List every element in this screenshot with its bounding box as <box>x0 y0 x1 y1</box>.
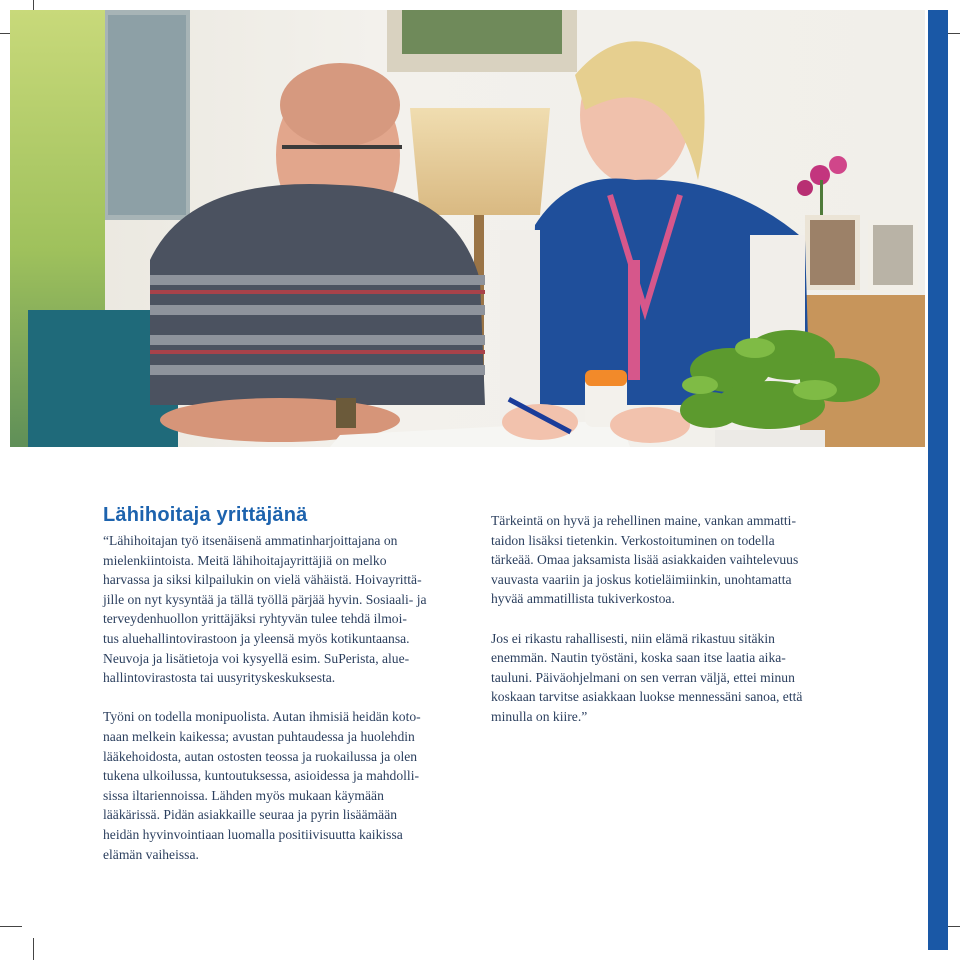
text-line: Jos ei rikastu rahallisesti, niin elämä rikastuu sitäkin <box>491 630 775 646</box>
side-color-bar <box>928 10 948 950</box>
article-title: Lähihoitaja yrittäjänä <box>103 504 308 526</box>
text-line: tus aluehallintovirastoon ja yleensä myös kotikuntaansa. <box>103 630 410 646</box>
text-line: Neuvoja ja lisätietoja voi kysyellä esim. SuPerista, alue- <box>103 650 410 666</box>
photo-illustration <box>10 10 925 447</box>
crop-mark <box>0 926 22 927</box>
plant-pot <box>715 430 825 447</box>
text-line: jille on nyt kysyntää ja tällä työllä pärjää hyvin. Sosiaali- ja <box>103 591 427 607</box>
paragraph <box>491 629 871 727</box>
text-line: heidän hyvinvointiaan luomalla positiivisuutta kaikissa <box>103 826 403 842</box>
text-line: minulla on kiire.” <box>491 708 588 724</box>
text-line: enemmän. Nautin työstäni, koska saan itse laatia aika- <box>491 650 786 666</box>
text-line: naan melkein kaikessa; avustan puhtaudessa ja huolehdin <box>103 728 415 744</box>
text-line: vauvasta vaariin ja joskus kotieläimiinkin, unohtamatta <box>491 571 792 587</box>
text-line: koskaan tarvitse asiakkaan luokse mennessäni sanoa, että <box>491 689 803 705</box>
text-line: lääkärissä. Pidän asiakkaille seuraa ja pyrin lisäämään <box>103 807 398 823</box>
text-line: sissa iltariennoissa. Lähden myös mukaan käymään <box>103 787 384 803</box>
paragraph <box>103 707 463 864</box>
text-line: tukena ulkoilussa, kuntoutuksessa, asioidessa ja mahdolli- <box>103 768 420 784</box>
lamp-shade <box>410 108 550 215</box>
woman-sleeve <box>500 230 540 420</box>
text-line: taidon lisäksi tietenkin. Verkostoituminen on todella <box>491 532 775 548</box>
paragraph <box>103 531 463 688</box>
woman-hand <box>502 404 578 440</box>
text-line: terveydenhuollon yrittäjäksi ryhtyvän tulee tehdä ilmoi- <box>103 611 407 627</box>
hero-photo <box>10 10 925 447</box>
text-line: mielenkiintoista. Meitä lähihoitajayrittäjiä on melko <box>103 552 387 568</box>
text-line: lääkehoidosta, autan ostosten teossa ja ruokailussa ja olen <box>103 748 418 764</box>
right-column <box>491 511 871 727</box>
crop-mark <box>33 938 34 960</box>
text-line: hyvää ammatillista tukiverkostoa. <box>491 591 675 607</box>
text-line: hallintovirastosta tai uusyrityskeskuksesta. <box>103 670 336 686</box>
paragraph <box>491 511 871 609</box>
text-line: elämän vaiheissa. <box>103 846 199 862</box>
text-line: “Lähihoitajan työ itsenäisenä ammatinharjoittajana on <box>103 533 398 548</box>
text-line: Työni on todella monipuolista. Autan ihmisiä heidän koto- <box>103 709 421 725</box>
glasses <box>282 145 402 149</box>
text-line: tärkeää. Omaa jaksamista lisää asiakkaiden vaihtelevuus <box>491 552 799 568</box>
text-line: Tärkeintä on hyvä ja rehellinen maine, vankan ammatti- <box>491 513 796 528</box>
text-line: harvassa ja siksi kilpailukin on vielä vähäistä. Hoivayrittä- <box>103 572 422 588</box>
text-line: tauluni. Päiväohjelmani on sen verran väljä, ettei minun <box>491 669 795 685</box>
watch <box>336 398 356 428</box>
left-column <box>103 531 463 864</box>
